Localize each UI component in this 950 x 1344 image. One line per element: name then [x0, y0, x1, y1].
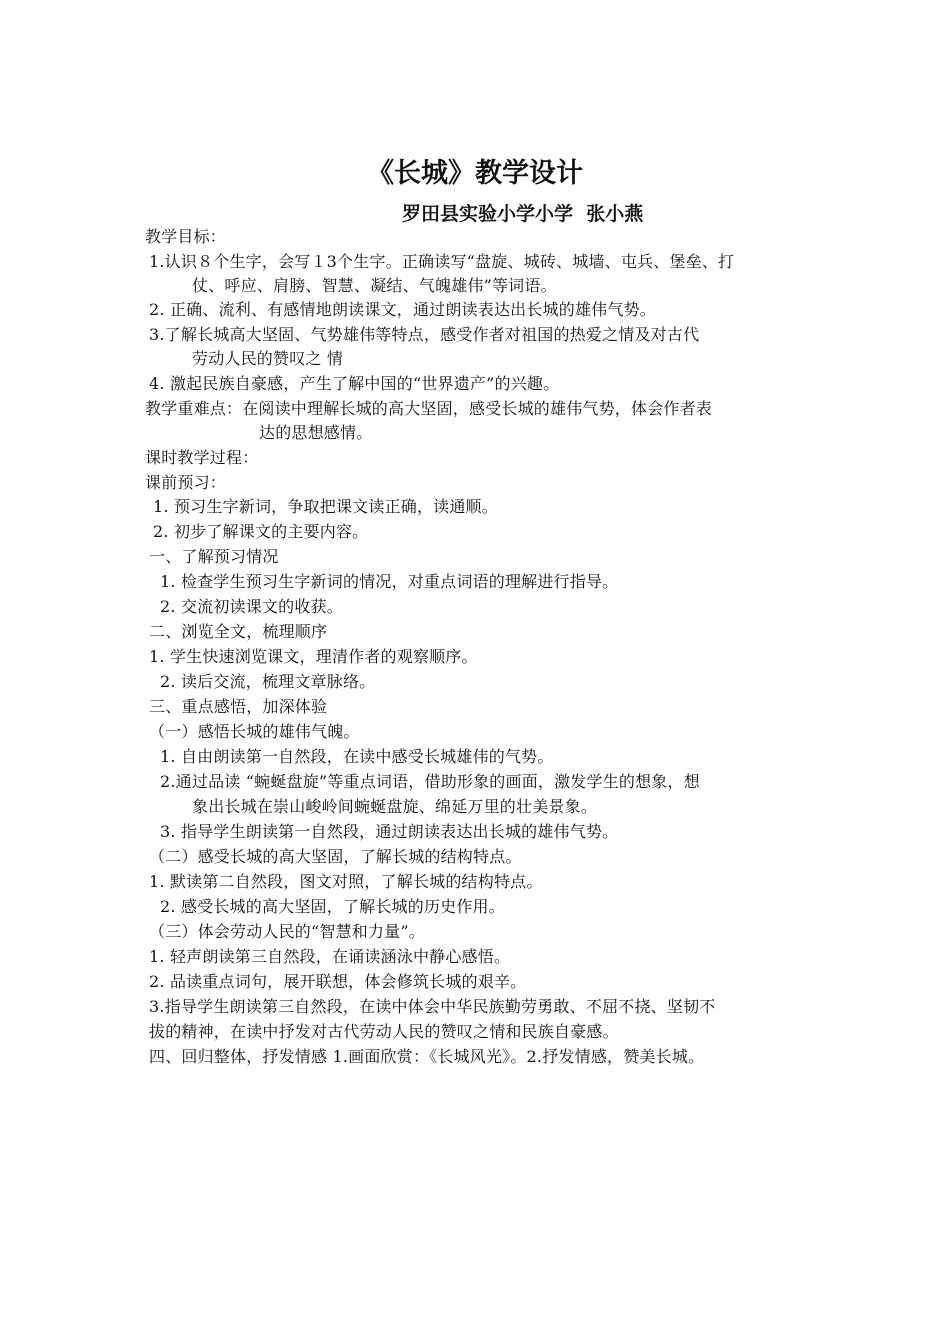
subsection-1-item-1: 1. 自由朗读第一自然段，在读中感受长城雄伟的气势。 — [160, 747, 554, 766]
step-1-heading: 一、了解预习情况 — [149, 547, 279, 566]
subsection-2-heading: （二）感受长城的高大坚固，了解长城的结构特点。 — [149, 847, 522, 866]
step-1-item-2: 2. 交流初读课文的收获。 — [160, 597, 343, 616]
subsection-1-item-3: 3. 指导学生朗读第一自然段，通过朗读表达出长城的雄伟气势。 — [160, 822, 619, 841]
preview-item-2: 2. 初步了解课文的主要内容。 — [153, 522, 369, 541]
preview-item-1: 1. 预习生字新词，争取把课文读正确，读通顺。 — [153, 497, 498, 516]
document-author: 罗田县实验小学小学 张小燕 — [402, 203, 644, 225]
objective-1-cont: 仗、呼应、肩膀、智慧、凝结、气魄雄伟”等词语。 — [192, 276, 557, 295]
step-2-item-1: 1. 学生快速浏览课文，理清作者的观察顺序。 — [149, 647, 478, 666]
subsection-1-item-2-cont: 象出长城在崇山峻岭间蜿蜒盘旋、绵延万里的壮美景象。 — [192, 797, 598, 816]
subsection-3-item-2: 2. 品读重点词句，展开联想，体会修筑长城的艰辛。 — [149, 972, 527, 991]
step-2-heading: 二、浏览全文，梳理顺序 — [149, 622, 328, 641]
subsection-3-item-1: 1. 轻声朗读第三自然段，在诵读涵泳中静心感悟。 — [149, 947, 511, 966]
key-points: 教学重难点：在阅读中理解长城的高大坚固，感受长城的雄伟气势，体会作者表 — [145, 399, 713, 418]
step-3-heading: 三、重点感悟，加深体验 — [149, 697, 328, 716]
subsection-3-item-3-cont: 拔的精神，在读中抒发对古代劳动人民的赞叹之情和民族自豪感。 — [149, 1022, 619, 1041]
section-heading-preview: 课前预习： — [145, 473, 227, 492]
step-2-item-2: 2. 读后交流，梳理文章脉络。 — [160, 672, 376, 691]
subsection-2-item-1: 1. 默读第二自然段，图文对照，了解长城的结构特点。 — [149, 872, 543, 891]
objective-3-cont: 劳动人民的赞叹之 情 — [192, 349, 344, 368]
step-4-line: 四、回归整体，抒发情感 1.画面欣赏：《长城风光》。2.抒发情感，赞美长城。 — [149, 1047, 705, 1066]
section-heading-process: 课时教学过程： — [145, 448, 259, 467]
section-heading-objectives: 教学目标： — [145, 227, 227, 246]
document-title: 《长城》教学设计 — [367, 158, 583, 189]
objective-2: 2. 正确、流利、有感情地朗读课文，通过朗读表达出长城的雄伟气势。 — [149, 300, 656, 319]
objective-3: 3.了解长城高大坚固、气势雄伟等特点，感受作者对祖国的热爱之情及对古代 — [149, 325, 700, 344]
subsection-3-item-3: 3.指导学生朗读第三自然段，在读中体会中华民族勤劳勇敢、不屈不挠、坚韧不 — [149, 997, 716, 1016]
subsection-3-heading: （三）体会劳动人民的“智慧和力量”。 — [149, 922, 425, 941]
subsection-2-item-2: 2. 感受长城的高大坚固，了解长城的历史作用。 — [160, 897, 505, 916]
key-points-cont: 达的思想感情。 — [259, 423, 373, 442]
subsection-1-item-2: 2.通过品读 “蜿蜒盘旋”等重点词语，借助形象的画面，激发学生的想象，想 — [160, 772, 700, 791]
objective-4: 4. 激起民族自豪感，产生了解中国的“世界遗产”的兴趣。 — [149, 374, 560, 393]
objective-1: 1.认识８个生字，会写１3个生字。正确读写“盘旋、城砖、城墙、屯兵、堡垒、打 — [149, 252, 735, 271]
step-1-item-1: 1. 检查学生预习生字新词的情况，对重点词语的理解进行指导。 — [160, 572, 619, 591]
subsection-1-heading: （一）感悟长城的雄伟气魄。 — [149, 722, 360, 741]
